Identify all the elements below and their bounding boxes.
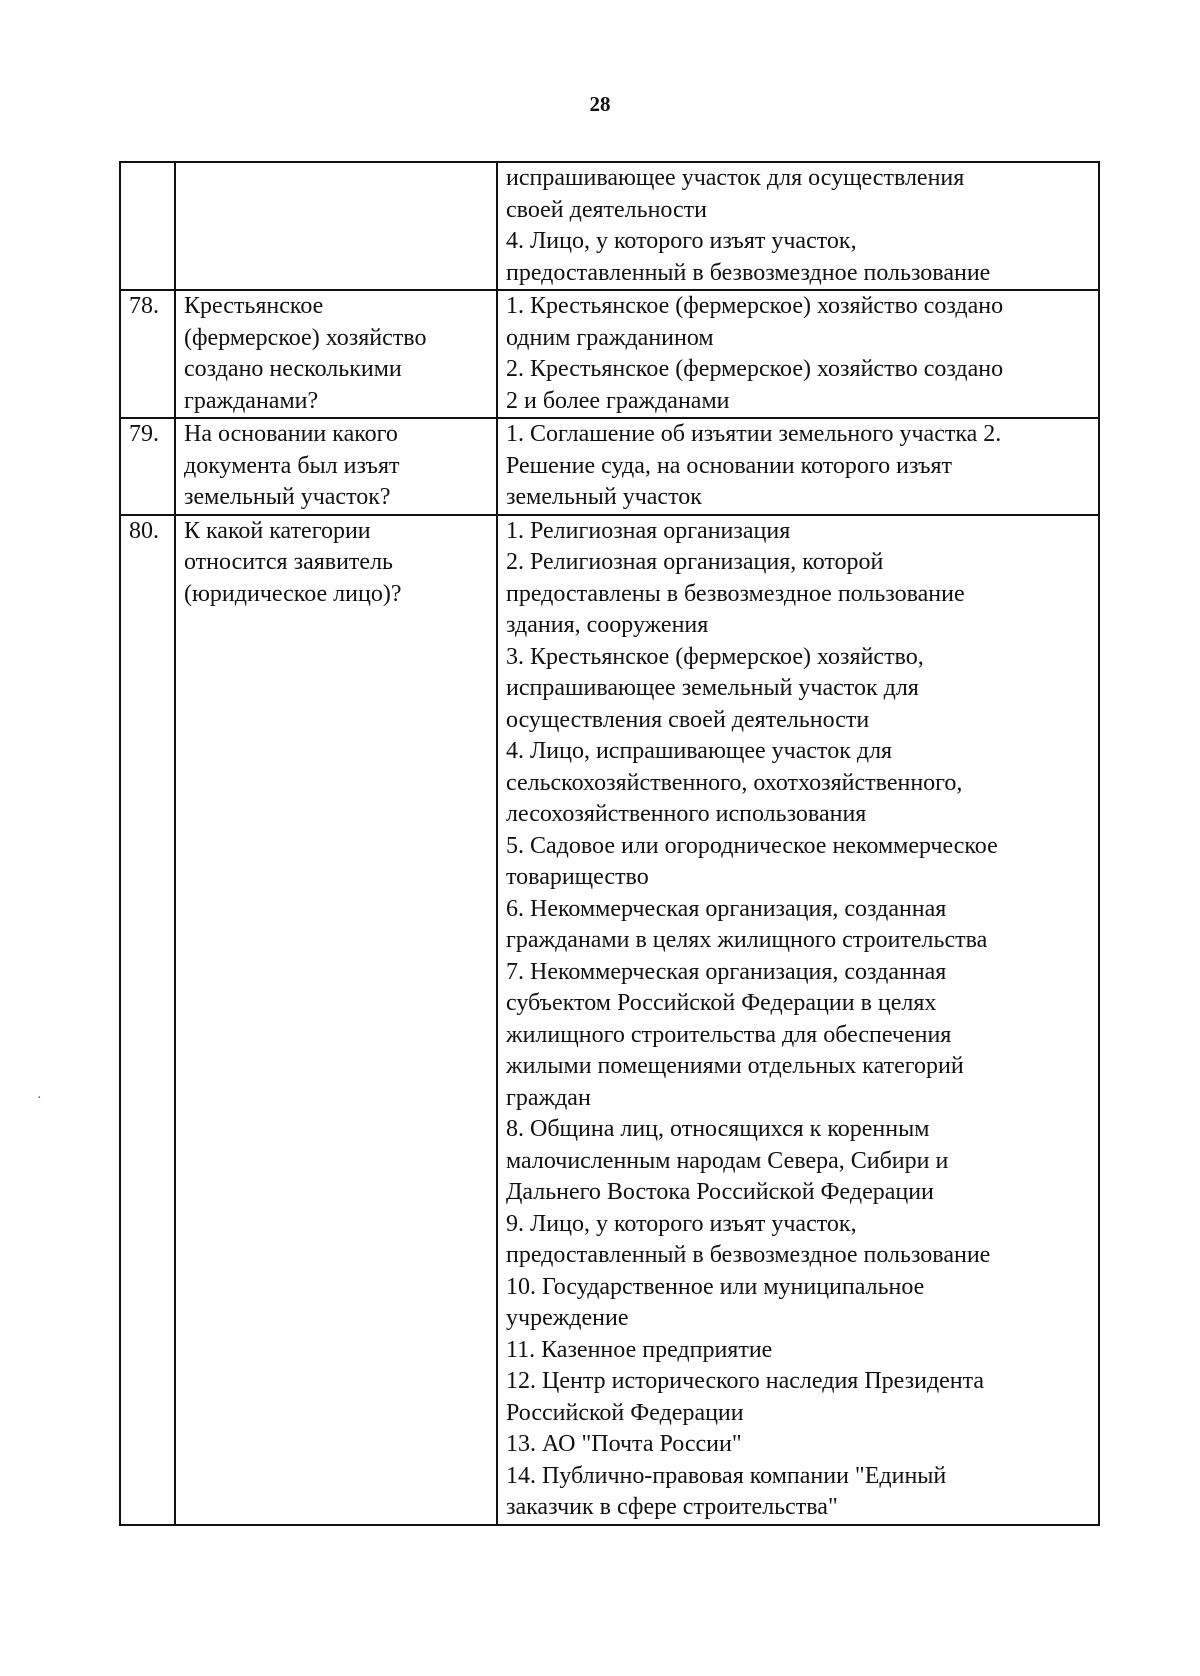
answer-line: 12. Центр исторического наследия Президента [506,1368,985,1394]
answers-cell [497,290,1099,418]
answer-line: гражданами в целях жилищного строительства [506,927,988,953]
answer-line: предоставлены в безвозмездное пользование [506,580,965,607]
answer-line: 5. Садовое или огородническое некоммерческое [506,832,998,859]
page-number: 28 [589,92,611,116]
answer-line: 1. Крестьянское (фермерское) хозяйство создано [506,293,1004,319]
answer-line: заказчик в сфере строительства" [506,1494,838,1520]
table-row [120,162,1099,290]
row-number-cell: 80. [120,515,175,1525]
question-cell [175,290,497,418]
answers-cell [497,162,1099,290]
answer-line: испрашивающее земельный участок для [506,675,919,701]
answer-line: 4. Лицо, у которого изъят участок, [506,228,857,254]
table-row [120,290,1099,418]
answer-line: 3. Крестьянское (фермерское) хозяйство, [506,643,924,670]
answer-line: Решение суда, на основании которого изъят [506,452,953,479]
question-line: документа был изъят [184,452,400,479]
answer-line: товарищество [506,864,649,890]
answer-line: испрашивающее участок для осуществления [506,165,965,191]
answer-line: 7. Некоммерческая организация, созданная [506,958,947,985]
answer-line: осуществления своей деятельности [506,706,870,733]
answer-line: 11. Казенное предприятие [506,1336,773,1363]
table-row [120,515,1099,1525]
answer-line: 2. Крестьянское (фермерское) хозяйство создано [506,356,1004,382]
answer-line: Российской Федерации [506,1399,744,1426]
answer-line: здания, сооружения [506,612,709,638]
answer-line: 8. Община лиц, относящихся к коренным [506,1116,930,1142]
question-cell [175,418,497,515]
answer-line: предоставленный в безвозмездное пользование [506,1242,991,1268]
question-line: (юридическое лицо)? [184,580,402,607]
table-body [120,162,1099,1525]
answer-line: 10. Государственное или муниципальное [506,1273,925,1300]
question-line: земельный участок? [184,484,391,510]
answer-line: одним гражданином [506,324,714,351]
answer-line: земельный участок [506,484,702,510]
answer-line: 4. Лицо, испрашивающее участок для [506,738,893,764]
answer-line: 1. Соглашение об изъятии земельного участка 2. [506,421,1002,447]
row-number-cell [120,162,175,290]
row-number-cell: 79. [120,418,175,515]
question-line: Крестьянское [184,293,324,319]
answer-line: малочисленным народам Севера, Сибири и [506,1147,949,1174]
answer-line: 6. Некоммерческая организация, созданная [506,895,947,922]
answer-line: Дальнего Востока Российской Федерации [506,1179,934,1205]
answer-line: 1. Религиозная организация [506,517,791,544]
answer-line: лесохозяйственного использования [506,801,867,827]
question-line: относится заявитель [184,549,393,575]
answer-line: граждан [506,1084,591,1111]
question-line: К какой категории [184,517,371,544]
question-line: На основании какого [184,421,398,447]
question-cell [175,162,497,290]
answer-line: 9. Лицо, у которого изъят участок, [506,1210,857,1237]
answer-line: субъектом Российской Федерации в целях [506,990,937,1016]
margin-mark: · [37,1091,42,1106]
answers-cell [497,515,1099,1525]
answer-line: предоставленный в безвозмездное пользование [506,259,991,286]
row-number-cell: 78. [120,290,175,418]
answer-line: жилыми помещениями отдельных категорий [506,1053,964,1079]
answer-line: 13. АО "Почта России" [506,1431,742,1457]
answer-line: 14. Публично-правовая компании "Единый [506,1462,947,1489]
answer-line: 2 и более гражданами [506,387,730,414]
answer-line: своей деятельности [506,196,707,223]
question-cell [175,515,497,1525]
answers-cell [497,418,1099,515]
answer-line: сельскохозяйственного, охотхозяйственного, [506,769,963,796]
question-line: создано несколькими [184,356,402,382]
question-line: (фермерское) хозяйство [184,324,427,351]
answer-line: 2. Религиозная организация, которой [506,549,884,575]
question-line: гражданами? [184,387,319,414]
table-row [120,418,1099,515]
questions-table [119,161,1100,1526]
answer-line: учреждение [506,1305,629,1331]
answer-line: жилищного строительства для обеспечения [506,1021,952,1048]
